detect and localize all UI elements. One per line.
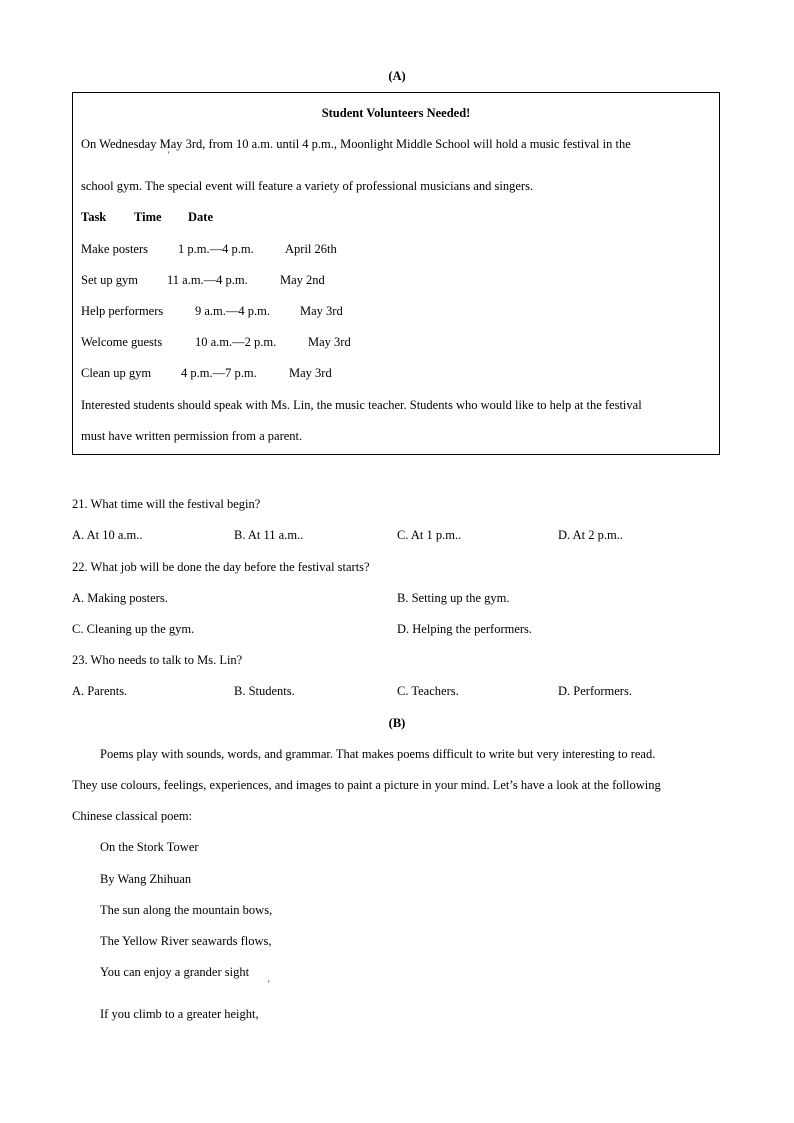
notice-closing-line2: must have written permission from a parent.: [81, 429, 303, 443]
option-21-b: B. At 11 a.m..: [234, 528, 304, 542]
table-row-date: April 26th: [285, 242, 337, 256]
option-21-c: C. At 1 p.m..: [397, 528, 462, 542]
stray-mark: ': [168, 150, 170, 160]
poem-title: On the Stork Tower: [100, 840, 199, 854]
option-22-a: A. Making posters.: [72, 591, 168, 605]
table-row-time: 4 p.m.—7 p.m.: [181, 366, 257, 380]
paragraph-line3: Chinese classical poem:: [72, 809, 193, 823]
table-row-task: Set up gym: [81, 273, 138, 287]
question-23: 23. Who needs to talk to Ms. Lin?: [72, 653, 243, 667]
table-row-date: May 3rd: [289, 366, 332, 380]
paragraph-line2: They use colours, feelings, experiences, and images to paint a picture in your mind. Let’s have a look at the following: [72, 778, 661, 792]
option-23-a: A. Parents.: [72, 684, 128, 698]
poem-line: If you climb to a greater height,: [100, 1007, 259, 1021]
option-22-c: C. Cleaning up the gym.: [72, 622, 195, 636]
option-23-b: B. Students.: [234, 684, 295, 698]
table-row-task: Make posters: [81, 242, 148, 256]
option-21-a: A. At 10 a.m..: [72, 528, 143, 542]
table-row-date: May 2nd: [280, 273, 325, 287]
poem-line: The Yellow River seawards flows,: [100, 934, 272, 948]
table-header-task: Task: [81, 210, 107, 224]
option-23-d: D. Performers.: [558, 684, 632, 698]
paragraph-line1: Poems play with sounds, words, and grammar. That makes poems difficult to write but very interesting to read.: [100, 747, 656, 761]
notice-title: Student Volunteers Needed!: [321, 106, 471, 120]
section-b-heading: (B): [388, 716, 406, 730]
table-row-time: 11 a.m.—4 p.m.: [167, 273, 248, 287]
table-header-date: Date: [188, 210, 213, 224]
table-row-task: Welcome guests: [81, 335, 163, 349]
table-row-date: May 3rd: [308, 335, 351, 349]
option-22-d: D. Helping the performers.: [397, 622, 533, 636]
table-row-time: 9 a.m.—4 p.m.: [195, 304, 270, 318]
notice-closing-line1: Interested students should speak with Ms. Lin, the music teacher. Students who would like to help at the festival: [81, 398, 642, 412]
option-23-c: C. Teachers.: [397, 684, 459, 698]
poem-line: The sun along the mountain bows,: [100, 903, 273, 917]
section-a-heading: (A): [388, 69, 406, 83]
table-row-time: 1 p.m.—4 p.m.: [178, 242, 254, 256]
question-21: 21. What time will the festival begin?: [72, 497, 261, 511]
poem-author: By Wang Zhihuan: [100, 872, 192, 886]
table-row-task: Clean up gym: [81, 366, 152, 380]
option-21-d: D. At 2 p.m..: [558, 528, 623, 542]
option-22-b: B. Setting up the gym.: [397, 591, 510, 605]
notice-intro-line1: On Wednesday May 3rd, from 10 a.m. until 4 p.m., Moonlight Middle School will hold a music festival in the: [81, 137, 631, 151]
stray-mark: ': [268, 979, 270, 989]
question-22: 22. What job will be done the day before the festival starts?: [72, 560, 370, 574]
table-row-date: May 3rd: [300, 304, 343, 318]
table-row-task: Help performers: [81, 304, 164, 318]
poem-line: You can enjoy a grander sight: [100, 965, 250, 979]
table-row-time: 10 a.m.—2 p.m.: [195, 335, 277, 349]
notice-intro-line2: school gym. The special event will feature a variety of professional musicians and singers.: [81, 179, 534, 193]
table-header-time: Time: [134, 210, 162, 224]
